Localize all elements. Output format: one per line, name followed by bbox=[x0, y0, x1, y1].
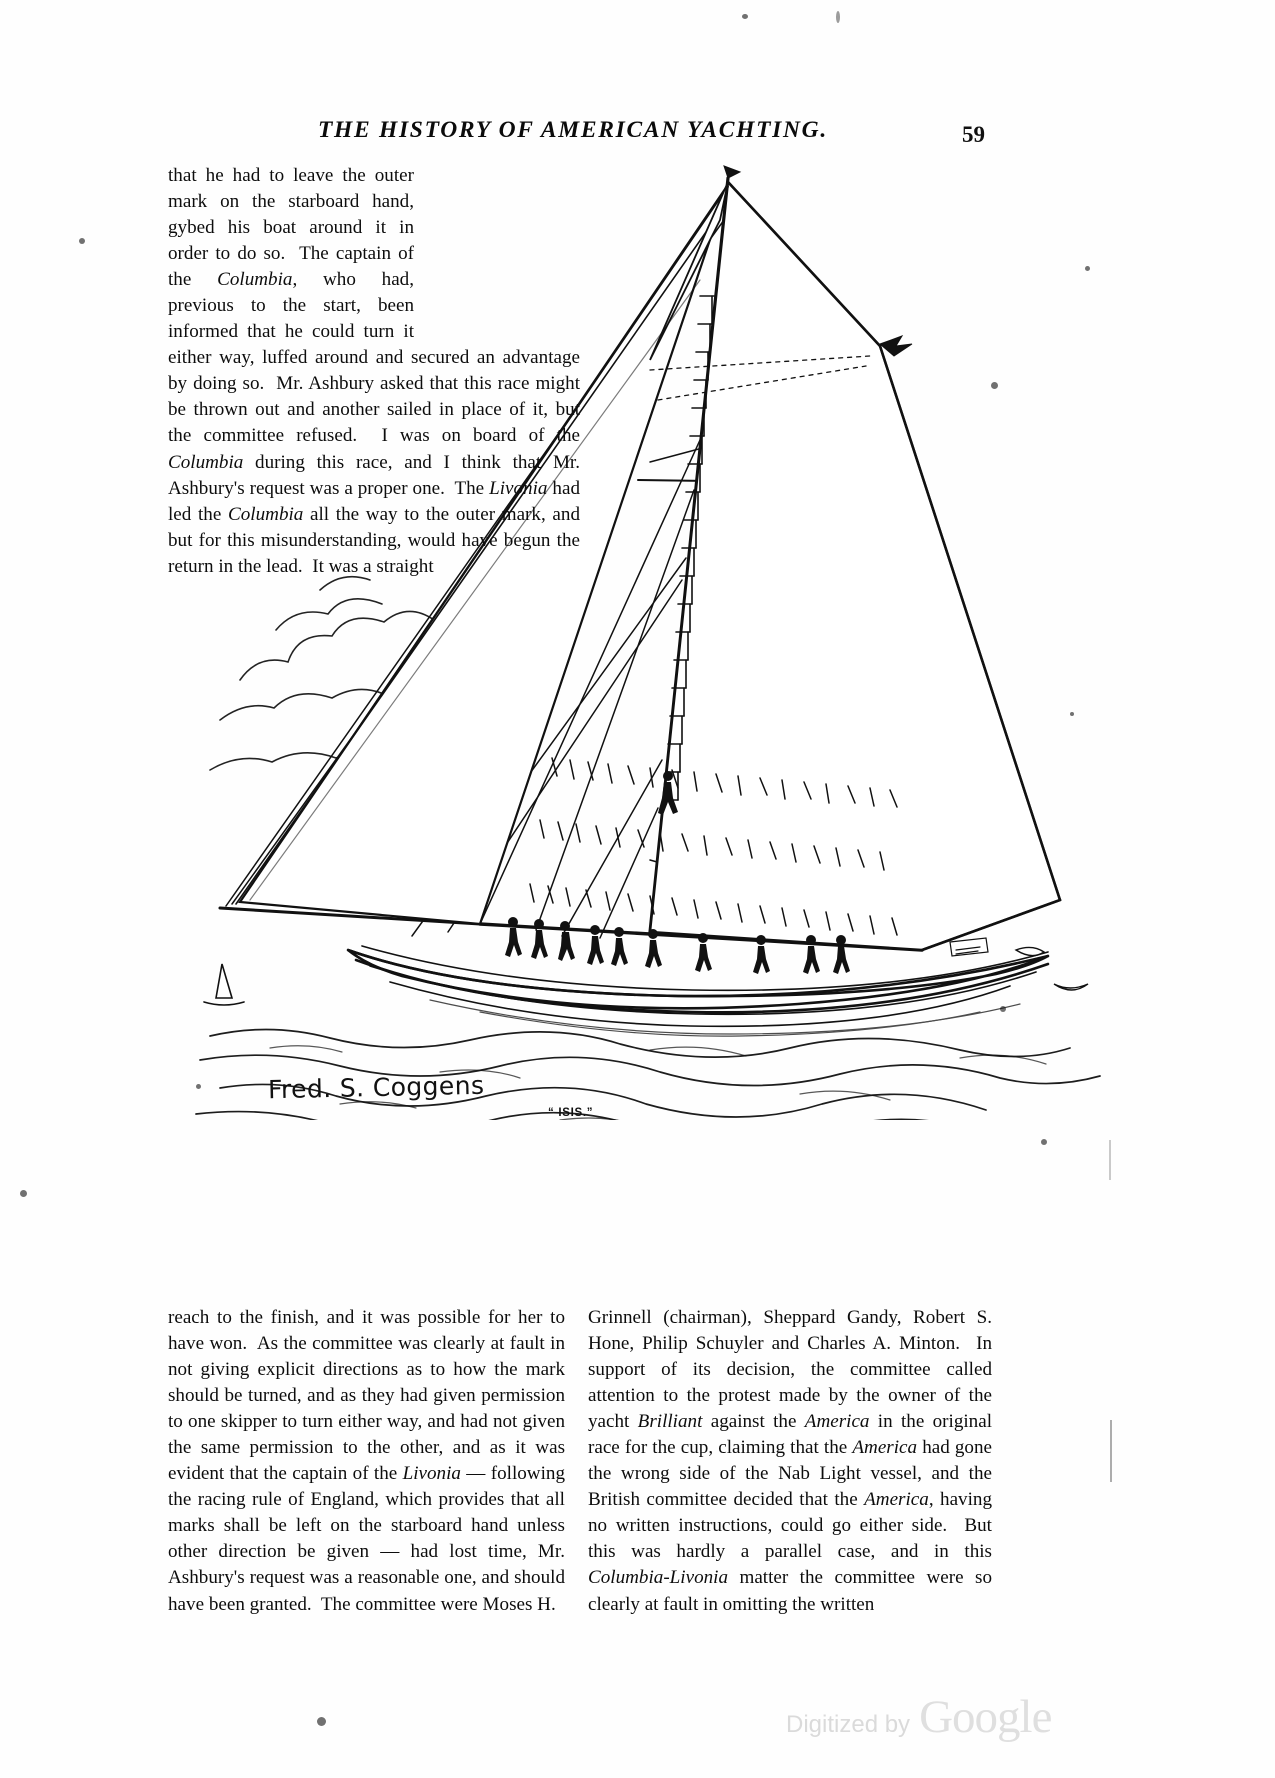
scan-edge-artifact bbox=[1110, 1420, 1112, 1482]
paragraph-continued: that he had to leave the outer mark on the starboard hand, gybed his boat around it in order to do so. The captain of the Columbia, who had, previous to the start, been informed that he could turn it either way, luffed around and secured an advantage by doing so. Mr. Ashbury asked that this race might be thrown out and another sailed in place of it, but the committee refused. I was on board of the Columbia during this race, and I think that Mr. Ashbury's request was a proper one. The Livonia had led the Columbia all the way to the outer mark, and but for this misunderstanding, would have begun the return in the lead. It was a straight bbox=[168, 165, 580, 577]
paragraph-continued-left: reach to the finish, and it was possible for her to have won. As the committee was clearly at fault in not giving explicit directions as to how the mark should be turned, and as they had given permission to one skipper to turn either way, and had not given the same permission to the other, and as it was evident that the captain of the Livonia — following the racing rule of England, which provides that all marks shall be left on the starboard hand unless other direction be given — had lost time, Mr. Ashbury's request was a reasonable one, and should have been granted. The committee were Moses H. bbox=[168, 1307, 565, 1615]
italic-brilliant: Brilliant bbox=[637, 1411, 703, 1433]
italic-livonia: Livonia bbox=[489, 477, 548, 499]
italic-america-2: America bbox=[852, 1437, 918, 1459]
scan-edge-artifact bbox=[1109, 1140, 1111, 1180]
paragraph-continued-right: Grinnell (chairman), Sheppard Gandy, Robert S. Hone, Philip Schuyler and Charles A. Minton. In support of its decision, the committee called attention to the protest made by the owner of the yacht Brilliant against the America in the original race for the cup, claiming that the America had gone the wrong side of the Nab Light vessel, and the British committee decided that the America, having no written instructions, could go either side. But this was hardly a parallel case, and in this Columbia-Livonia matter the committee were so clearly at fault in omitting the written bbox=[588, 1307, 993, 1615]
digitized-by-watermark bbox=[786, 1690, 1051, 1744]
text-wrap-spacer bbox=[414, 163, 580, 333]
italic-columbia-2: Columbia bbox=[168, 451, 244, 473]
plate-caption: “ ISIS.” bbox=[548, 1107, 594, 1119]
body-text-top-left bbox=[168, 163, 580, 580]
watermark-brand: Google bbox=[919, 1691, 1052, 1743]
italic-america: America bbox=[804, 1411, 870, 1433]
body-text-bottom-left bbox=[168, 1305, 565, 1618]
artist-signature: Fred. S. Coggens bbox=[267, 1070, 485, 1105]
scan-speck bbox=[742, 14, 748, 19]
scan-speck bbox=[20, 1190, 27, 1197]
page-number: 59 bbox=[962, 122, 985, 147]
scan-speck bbox=[1041, 1139, 1047, 1145]
italic-columbia-3: Columbia bbox=[228, 503, 304, 525]
scan-speck bbox=[79, 238, 85, 244]
scan-speck bbox=[836, 11, 840, 23]
scan-speck bbox=[317, 1717, 326, 1726]
italic-america-3: America bbox=[864, 1489, 929, 1511]
italic-columbia: Columbia bbox=[217, 269, 293, 291]
page-running-head: THE HISTORY OF AMERICAN YACHTING. bbox=[318, 117, 828, 143]
body-text-bottom-right bbox=[588, 1305, 992, 1618]
watermark-prefix: Digitized by bbox=[786, 1711, 911, 1738]
italic-columbia-livonia: Columbia-Livonia bbox=[588, 1567, 729, 1589]
italic-livonia-2: Livonia bbox=[402, 1463, 461, 1485]
